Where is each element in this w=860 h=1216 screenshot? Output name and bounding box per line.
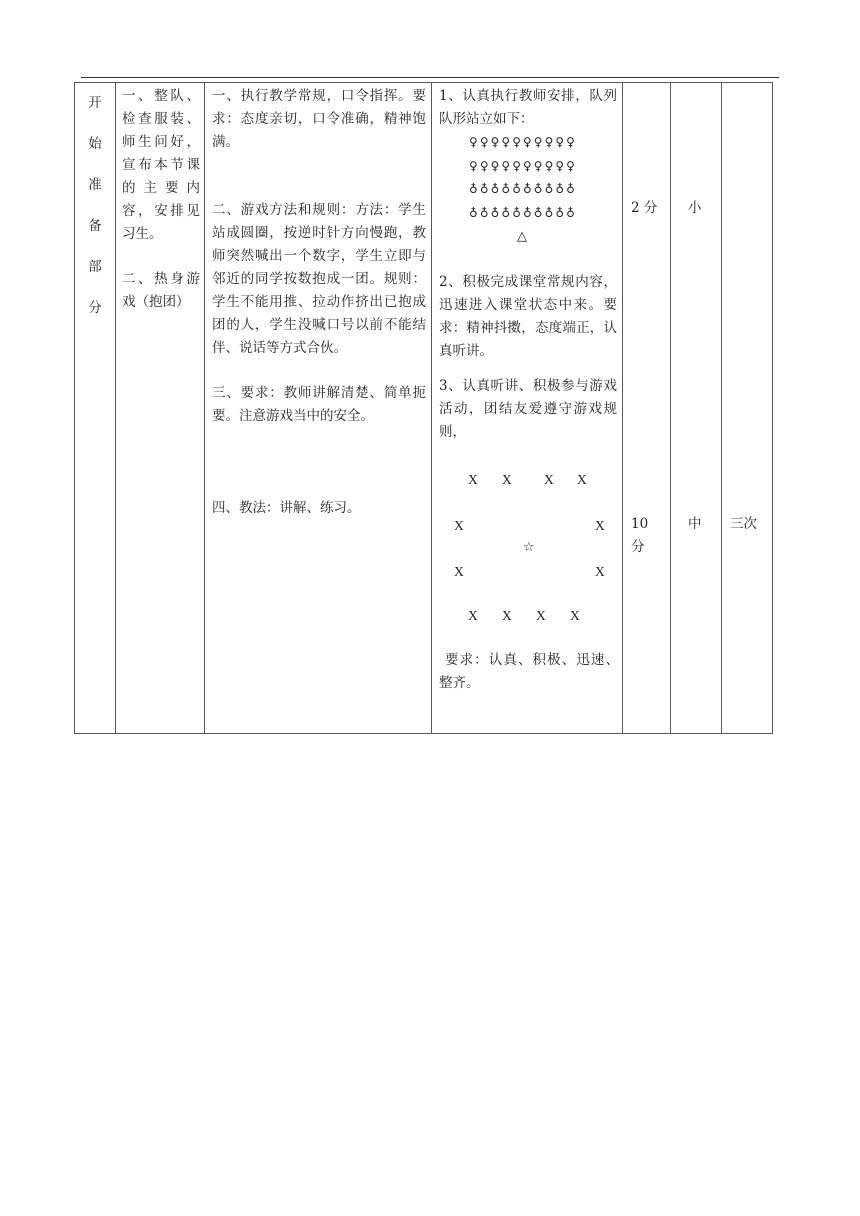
count-column bbox=[722, 83, 773, 734]
teacher-paragraph-2: 二、游戏方法和规则：方法：学生站成圆圈，按逆时针方向慢跑，教师突然喊出一个数字，学生立即与邻近的同学按数抱成一团。规则：学生不能用推、拉动作挤出已抱成团的人，学生没喊口号以前不能结伴、说话等方式合伙。 bbox=[212, 202, 426, 356]
lesson-plan-table bbox=[74, 82, 773, 734]
intensity-row-1: 小 bbox=[688, 200, 702, 216]
game-student-marker: X bbox=[468, 472, 478, 487]
section-title-char: 部 bbox=[88, 259, 102, 275]
content-item-2: 二、热身游戏（抱团） bbox=[122, 271, 200, 310]
game-student-marker: X bbox=[454, 564, 464, 579]
section-title-char: 开 bbox=[88, 95, 102, 111]
game-center-star-icon: ☆ bbox=[523, 540, 535, 555]
formation-row-female: ♀♀♀♀♀♀♀♀♀♀ bbox=[469, 135, 577, 149]
game-student-marker: X bbox=[468, 608, 478, 623]
teacher-paragraph-1: 一、执行教学常规，口令指挥。要求：态度亲切，口令准确，精神饱满。 bbox=[212, 88, 426, 150]
teacher-activity-column bbox=[205, 83, 432, 734]
time-row-2: 10 bbox=[631, 516, 649, 532]
section-title-char: 分 bbox=[88, 300, 102, 316]
game-student-marker: X bbox=[536, 608, 546, 623]
section-title-char: 准 bbox=[88, 177, 102, 193]
game-student-marker: X bbox=[502, 472, 512, 487]
game-student-marker: X bbox=[577, 472, 587, 487]
teacher-paragraph-3: 三、要求：教师讲解清楚、简单扼要。注意游戏当中的安全。 bbox=[212, 385, 426, 424]
teacher-triangle-icon: △ bbox=[517, 229, 529, 244]
content-item-1: 一、整队、检查服装、师生问好，宣布本节课的主要内容，安排见习生。 bbox=[122, 88, 200, 242]
game-student-marker: X bbox=[502, 608, 512, 623]
section-title-char: 始 bbox=[88, 136, 102, 152]
header-rule bbox=[81, 77, 779, 78]
intensity-column bbox=[671, 83, 722, 734]
section-title bbox=[88, 83, 102, 329]
game-student-marker: X bbox=[570, 608, 580, 623]
time-column bbox=[623, 83, 671, 734]
formation-row-male: ♁♁♁♁♁♁♁♁♁♁ bbox=[469, 182, 577, 196]
game-student-marker: X bbox=[454, 518, 464, 533]
student-paragraph-1: 1、认真执行教师安排，队列队形站立如下： bbox=[439, 88, 617, 127]
content-column bbox=[116, 83, 205, 734]
formation-row-female: ♀♀♀♀♀♀♀♀♀♀ bbox=[469, 158, 577, 173]
student-paragraph-3: 3、认真听讲、积极参与游戏活动，团结友爱遵守游戏规则， bbox=[439, 377, 617, 440]
section-title-cell bbox=[75, 83, 116, 734]
student-paragraph-4: 要求：认真、积极、迅速、整齐。 bbox=[439, 652, 619, 691]
teacher-paragraph-4: 四、教法：讲解、练习。 bbox=[212, 500, 361, 516]
formation-diagram bbox=[429, 131, 617, 249]
formation-row-male: ♁♁♁♁♁♁♁♁♁♁ bbox=[469, 205, 577, 220]
game-student-marker: X bbox=[595, 564, 605, 579]
count-row-2: 三次 bbox=[730, 516, 757, 532]
student-paragraph-2: 2、积极完成课堂常规内容，迅速进入课堂状态中来。要求：精神抖擞，态度端正，认真听讲。 bbox=[439, 273, 617, 359]
section-title-char: 备 bbox=[88, 218, 102, 234]
intensity-row-2: 中 bbox=[688, 516, 702, 532]
student-activity-column bbox=[432, 83, 623, 734]
game-student-marker: X bbox=[595, 518, 605, 533]
game-student-marker: X bbox=[544, 472, 554, 487]
time-row-2-unit: 分 bbox=[631, 539, 645, 555]
time-row-1: 2 分 bbox=[631, 200, 658, 216]
